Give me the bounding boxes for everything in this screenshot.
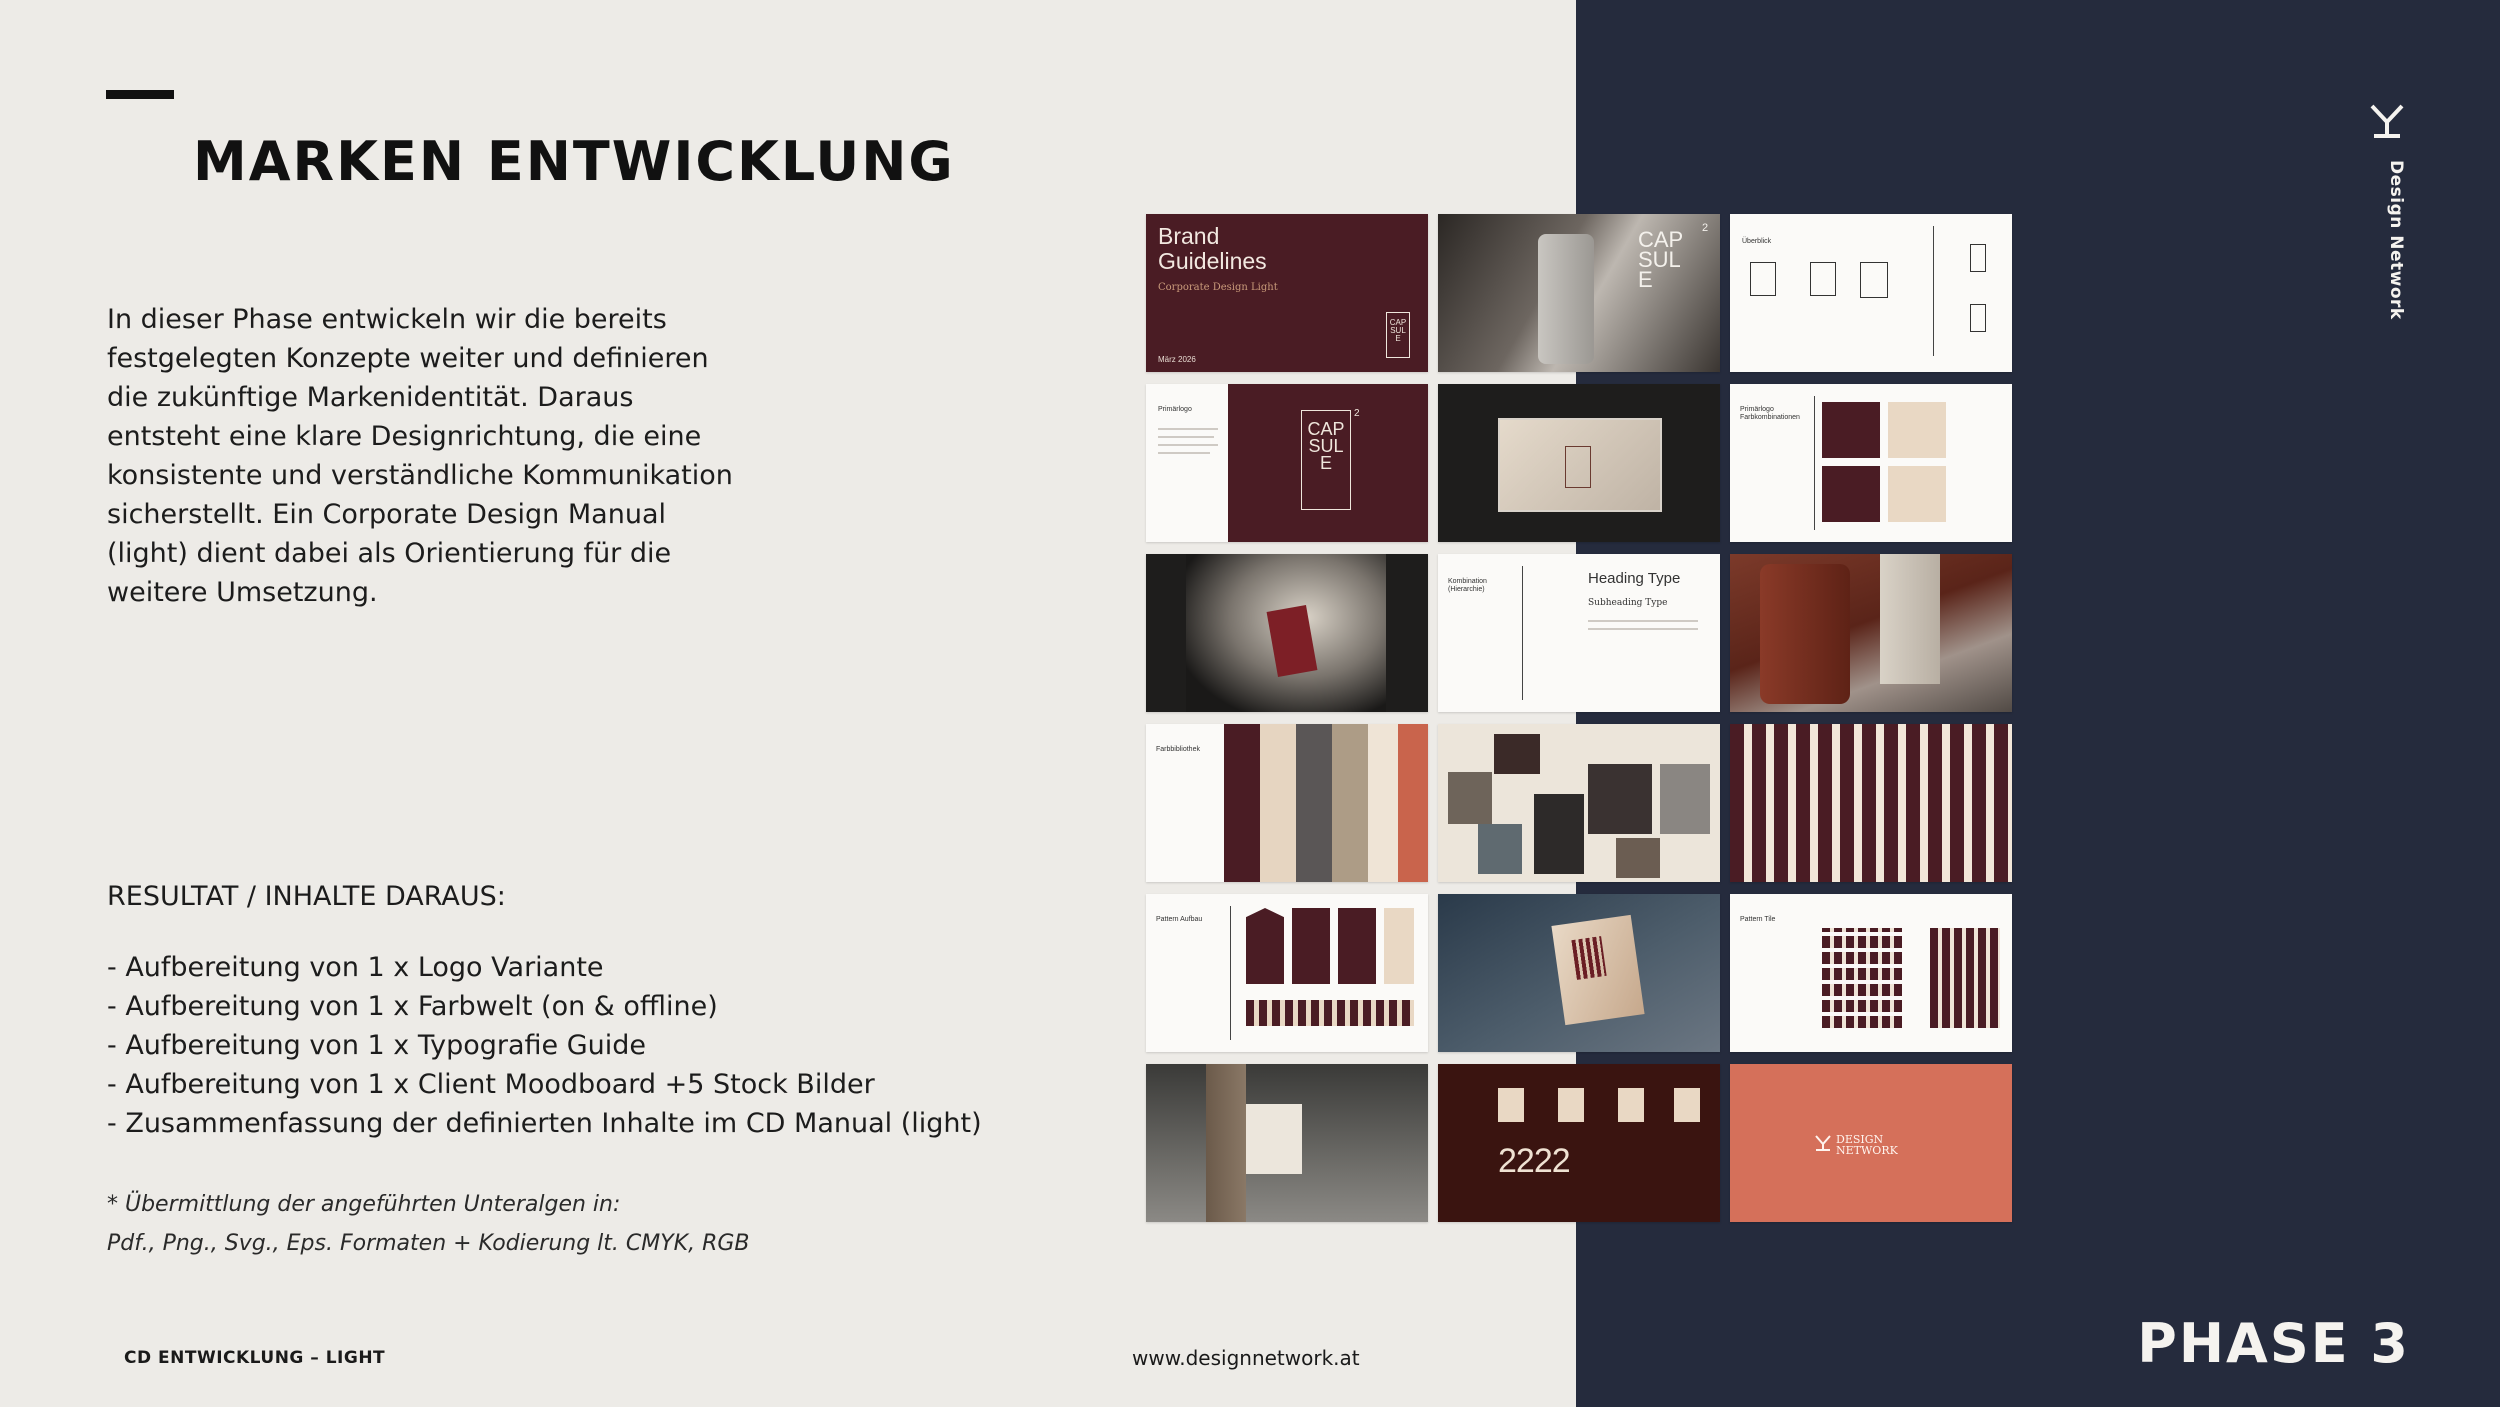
results-heading: RESULTAT / INHALTE DARAUS: [107, 881, 506, 912]
pattern-shape [1246, 908, 1284, 984]
pattern-structure-title: Pattern Aufbau [1156, 916, 1203, 923]
thumbnail-cover-date: März 2026 [1158, 355, 1196, 364]
color-swatch [1332, 724, 1368, 882]
results-list [107, 948, 982, 1143]
thumbnail-cover [1146, 214, 1428, 372]
capsule-outline-icon [1970, 304, 1986, 332]
mood-image [1616, 838, 1660, 878]
color-swatch [1224, 724, 1260, 882]
mood-image [1660, 764, 1710, 834]
application-shape [1498, 1088, 1524, 1122]
text-placeholder [1588, 628, 1698, 630]
wordmark-line-1: DESIGN [1836, 1133, 1884, 1146]
list-item: - Zusammenfassung der definierten Inhalte im CD Manual (light) [107, 1104, 982, 1143]
color-swatch [1822, 402, 1880, 458]
wordmark-sul: SUL [1638, 247, 1681, 272]
thumbnail-moodboard [1438, 724, 1720, 882]
color-library-title: Farbbibliothek [1156, 746, 1200, 753]
capsule-logo-icon [1301, 410, 1351, 510]
cover-title-line-2: Guidelines [1158, 248, 1267, 274]
pattern-strip [1246, 1000, 1414, 1026]
list-item: - Aufbereitung von 1 x Logo Variante [107, 948, 982, 987]
thumbnail-packaging-photo [1438, 384, 1720, 542]
divider [1522, 566, 1523, 700]
brand-name-vertical: Design Network [2386, 160, 2406, 320]
capsule-logo-e: E [1395, 334, 1401, 343]
page-title: MARKEN ENTWICKLUNG [193, 130, 955, 193]
suitcase-shape [1538, 234, 1594, 364]
thumbnail-logo-color-combinations [1730, 384, 2012, 542]
color-swatch [1398, 724, 1428, 882]
capsule-logo-sul: SUL [1390, 326, 1406, 335]
phase-label: PHASE 3 [2137, 1312, 2410, 1375]
capsule-logo-cap: CAP [1307, 419, 1345, 439]
capsule-logo-icon [1750, 262, 1776, 296]
list-item: - Aufbereitung von 1 x Client Moodboard +5 Stock Bilder [107, 1065, 982, 1104]
person-shape [1206, 1064, 1246, 1222]
thumbnail-typography [1438, 554, 1720, 712]
thumbnail-cover-subtitle: Corporate Design Light [1158, 282, 1278, 293]
capsule-logo-cap: CAP [1389, 318, 1407, 327]
pattern-tile-sample [1930, 928, 2000, 1028]
text-placeholder [1158, 436, 1214, 438]
intro-paragraph: In dieser Phase entwickeln wir die bereits festgelegten Konzepte weiter und definieren die zukünftige Markenidentität. Daraus entsteht eine klare Designrichtung, die eine konsistente und verständliche Kommunikation sicherstellt. Ein Corporate Design Manual (light) dient dabei als Orientierung für die weitere Umsetzung. [107, 304, 733, 608]
pattern-shape [1384, 908, 1414, 984]
luggage-shape [1760, 564, 1850, 704]
design-network-wordmark [1836, 1134, 1898, 1156]
thumbnail-cover-title [1158, 224, 1267, 274]
text-placeholder [1158, 444, 1218, 446]
thumbnail-typography-applications [1438, 1064, 1720, 1222]
capsule-logo-icon [1810, 262, 1836, 296]
pattern-shape [1338, 908, 1376, 984]
color-swatch [1260, 724, 1296, 882]
mood-image [1494, 734, 1540, 774]
capsule-wordmark [1638, 227, 1684, 292]
wordmark-cap: CAP [1638, 227, 1684, 252]
capsule-outline-icon [1565, 446, 1591, 488]
list-item: - Aufbereitung von 1 x Farbwelt (on & offline) [107, 987, 982, 1026]
design-network-logo-icon [1814, 1134, 1832, 1152]
capsule-outline-icon [1860, 262, 1888, 298]
wordmark-superscript: 2 [1702, 222, 1709, 234]
color-combinations-title: Primärlogo Farbkombinationen [1740, 406, 1800, 421]
thumbnail-luggage-photo [1730, 554, 2012, 712]
design-network-logo-icon [2368, 102, 2406, 140]
delivery-note [107, 1185, 750, 1263]
typography-combination-title: Kombination (Hierarchie) [1448, 578, 1487, 593]
text-placeholder [1158, 452, 1210, 454]
application-shape [1558, 1088, 1584, 1122]
application-shape [1674, 1088, 1700, 1122]
footer-website-link[interactable]: www.designnetwork.at [1132, 1346, 1360, 1370]
thumbnail-overview [1730, 214, 2012, 372]
color-swatch [1888, 402, 1946, 458]
thumbnail-tote-bag-photo [1146, 1064, 1428, 1222]
primary-logo-title: Primärlogo [1158, 406, 1192, 413]
color-swatch [1822, 466, 1880, 522]
tote-bag-shape [1242, 1104, 1302, 1174]
thumbnail-color-library [1146, 724, 1428, 882]
thumbnail-primary-logo [1146, 384, 1428, 542]
wordmark-e: E [1638, 267, 1653, 292]
subheading-type-sample: Subheading Type [1588, 598, 1668, 608]
delivery-note-line-2: Pdf., Png., Svg., Eps. Formaten + Kodierung lt. CMYK, RGB [107, 1231, 750, 1256]
mood-image [1478, 824, 1522, 874]
capsule-logo-icon [1386, 312, 1410, 358]
application-shape [1618, 1088, 1644, 1122]
divider [1933, 226, 1934, 356]
title-accent-bar [106, 90, 174, 99]
footer-section-label: CD ENTWICKLUNG – LIGHT [124, 1348, 386, 1368]
mood-image [1448, 772, 1492, 824]
thumbnail-design-network-backcover [1730, 1064, 2012, 1222]
divider [1230, 906, 1231, 1040]
wordmark-line-2: NETWORK [1836, 1144, 1898, 1157]
color-swatch [1888, 466, 1946, 522]
delivery-note-line-1: * Übermittlung der angeführten Unteralgen in: [107, 1192, 621, 1217]
typography-numbers-sample: 2222 [1498, 1142, 1570, 1180]
pattern-tile-title: Pattern Tile [1740, 916, 1776, 923]
legs-shape [1880, 554, 1940, 684]
thumbnail-pattern-tile [1730, 894, 2012, 1052]
list-item: - Aufbereitung von 1 x Typografie Guide [107, 1026, 982, 1065]
divider [1814, 396, 1815, 530]
book-pattern [1571, 936, 1606, 980]
thumbnail-pattern-structure [1146, 894, 1428, 1052]
pattern-tile-sample [1822, 928, 1902, 1028]
text-placeholder [1588, 620, 1698, 622]
overview-title: Überblick [1742, 238, 1772, 245]
manual-thumbnail-grid [1146, 214, 2012, 1222]
capsule-outline-icon [1970, 244, 1986, 272]
capsule-superscript: 2 [1354, 408, 1360, 419]
thumbnail-book-photo [1438, 894, 1720, 1052]
thumbnail-suitcase-photo [1438, 214, 1720, 372]
capsule-logo-e: E [1319, 453, 1332, 473]
thumbnail-business-card-photo [1146, 554, 1428, 712]
mood-image [1588, 764, 1652, 834]
pattern-shape [1292, 908, 1330, 984]
mood-image [1534, 794, 1584, 874]
cover-title-line-1: Brand [1158, 223, 1220, 249]
capsule-logo-sul: SUL [1308, 436, 1344, 456]
heading-type-sample: Heading Type [1588, 570, 1681, 587]
color-swatch [1296, 724, 1332, 882]
thumbnail-pattern [1730, 724, 2012, 882]
text-placeholder [1158, 428, 1218, 430]
